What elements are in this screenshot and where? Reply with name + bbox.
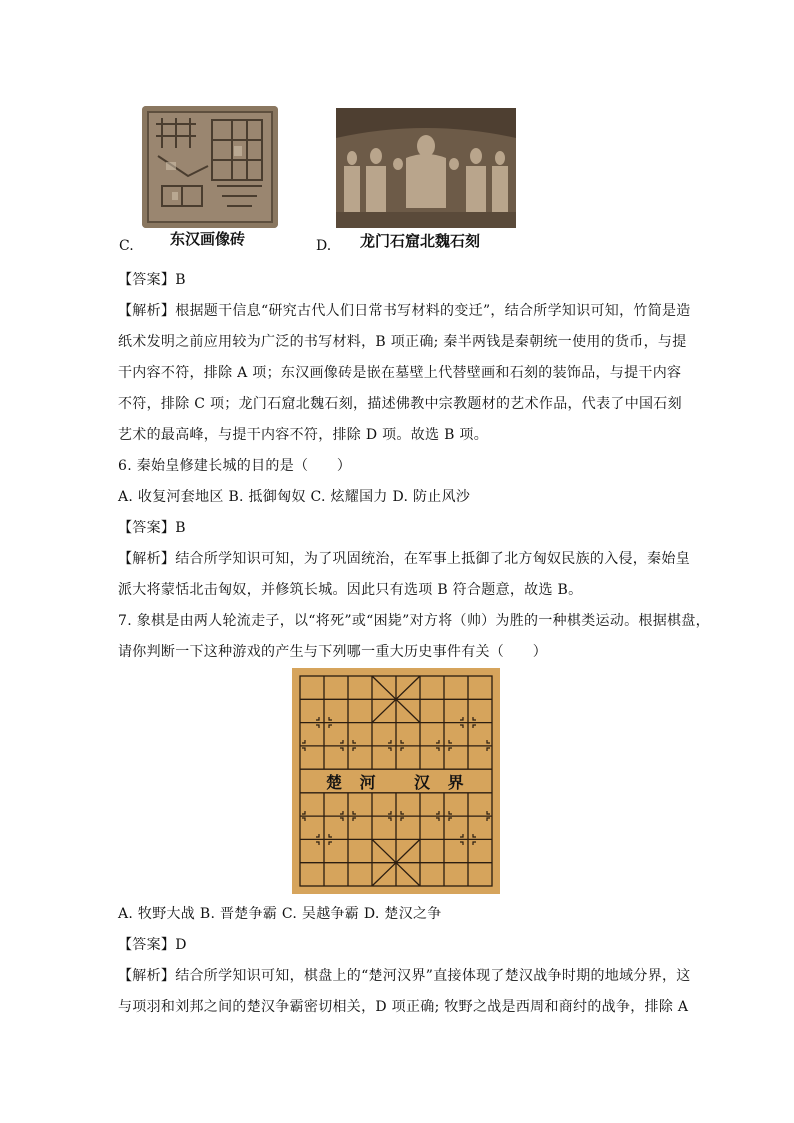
q7-answer: 【答案】D [118, 937, 187, 953]
q7-question-line-1: 7. 象棋是由两人轮流走子，以“将死”或“困毙”对方将（帅）为胜的一种棋类运动。根据棋盘， [118, 613, 710, 629]
q6-analysis-line-2: 派大将蒙恬北击匈奴，并修筑长城。因此只有选项 B 符合题意，故选 B。 [118, 582, 583, 598]
q6-options: A. 收复河套地区 B. 抵御匈奴 C. 炫耀国力 D. 防止风沙 [118, 489, 471, 505]
option-d-caption: 龙门石窟北魏石刻 [360, 232, 481, 250]
q5-analysis-line-2: 纸术发明之前应用较为广泛的书写材料，B 项正确; 秦半两钱是秦朝统一使用的货币，与提 [118, 334, 687, 350]
option-c-letter: C. [119, 238, 134, 254]
chessboard-image [292, 668, 500, 894]
longmen-grotto-image [336, 108, 516, 228]
q5-analysis-line-4: 不符，排除 C 项；龙门石窟北魏石刻，描述佛教中宗教题材的艺术作品，代表了中国石刻 [118, 396, 682, 412]
q5-analysis-line-1: 【解析】根据题干信息“研究古代人们日常书写材料的变迁”，结合所学知识可知，竹简是造 [118, 303, 691, 319]
q7-options: A. 牧野大战 B. 晋楚争霸 C. 吴越争霸 D. 楚汉之争 [118, 906, 442, 922]
q5-answer: 【答案】B [118, 272, 186, 288]
option-c-caption: 东汉画像砖 [170, 230, 246, 248]
q7-analysis-line-2: 与项羽和刘邦之间的楚汉争霸密切相关，D 项正确; 牧野之战是西周和商纣的战争，排除 A [118, 999, 689, 1015]
q5-analysis-line-5: 艺术的最高峰，与提干内容不符，排除 D 项。故选 B 项。 [118, 427, 489, 443]
q6-question: 6. 秦始皇修建长城的目的是（ ） [118, 458, 352, 474]
board-text-chu-he: 楚 河 [326, 773, 382, 792]
eastern-han-brick-image [142, 106, 278, 228]
brick-relief-icon [142, 106, 278, 228]
board-text-han-jie: 汉 界 [414, 773, 470, 792]
buddha-statues-icon [336, 108, 516, 228]
q6-answer: 【答案】B [118, 520, 186, 536]
option-d-letter: D. [316, 238, 332, 254]
q7-analysis-line-1: 【解析】结合所学知识可知，棋盘上的“楚河汉界”直接体现了楚汉战争时期的地域分界，这 [118, 968, 691, 984]
q6-analysis-line-1: 【解析】结合所学知识可知，为了巩固统治，在军事上抵御了北方匈奴民族的入侵，秦始皇 [118, 551, 690, 567]
q7-question-line-2: 请你判断一下这种游戏的产生与下列哪一重大历史事件有关（ ） [118, 644, 547, 660]
q5-analysis-line-3: 干内容不符，排除 A 项；东汉画像砖是嵌在墓壁上代替壁画和石刻的装饰品，与提干内容 [118, 365, 682, 381]
